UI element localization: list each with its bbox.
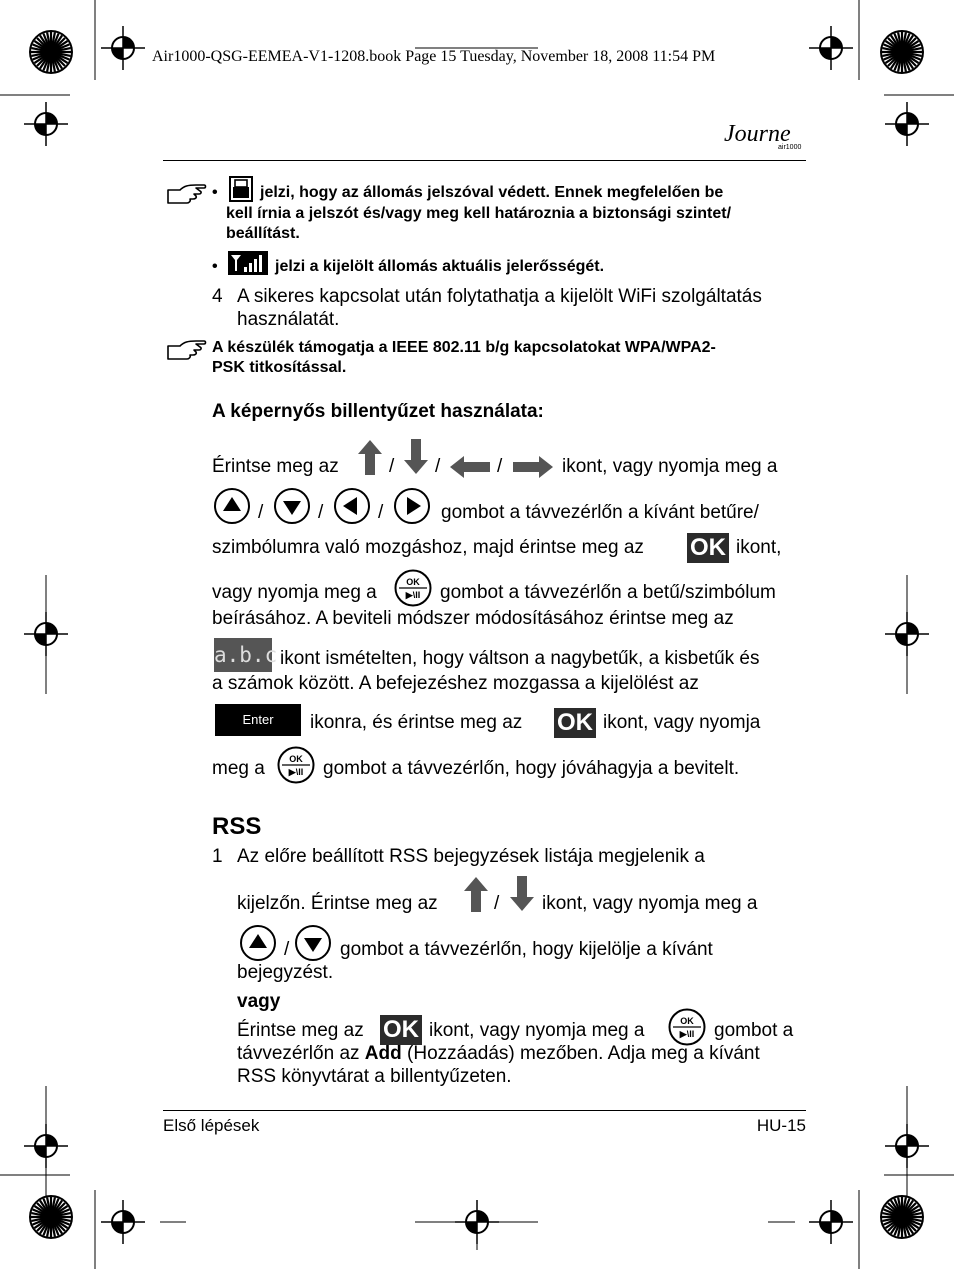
arrow-down-icon [402,438,430,478]
remote-ok-play-button-icon [668,1008,706,1046]
ok-icon: OK [554,708,596,738]
remote-up-button-icon [240,925,276,961]
kb-line4b: gombot a távvezérlőn a betű/szimbólum [440,582,776,603]
step-number: 4 [212,286,223,307]
separator: / [435,456,441,477]
remote-right-button-icon [394,488,430,524]
arrow-up-icon [356,438,384,478]
note2-line2: PSK titkosítással. [212,359,347,376]
footer-rule [163,1110,806,1111]
remote-ok-play-button-icon [277,746,315,784]
step4-line1: A sikeres kapcsolat után folytathatja a kijelölt WiFi szolgáltatás [237,286,762,307]
kb-line6: ikont ismételten, hogy váltson a nagybetűk, a kisbetűk és [280,648,760,669]
rss-heading: RSS [212,813,262,840]
play-pause-label: ▶\II [405,590,421,600]
abc-input-mode-icon: a.b.c [214,638,272,672]
logo-text: Journe [724,121,791,147]
separator: / [318,502,324,523]
step4-line2: használatát. [237,309,340,330]
header-rule [163,160,806,161]
remote-left-button-icon [334,488,370,524]
note-hand-icon [166,182,208,206]
add-label: Add [364,1043,402,1064]
kb-line2: gombot a távvezérlőn a kívánt betűre/ [441,502,759,523]
separator: / [378,502,384,523]
separator: / [258,502,264,523]
arrow-up-icon [462,875,490,915]
logo-subtext: air1000 [778,144,802,151]
rss-line4: bejegyzést. [237,962,334,983]
rss-line6 [237,1043,760,1065]
remote-up-button-icon [214,488,250,524]
play-pause-label: ▶\II [288,767,304,777]
separator: / [389,456,395,477]
kb-line8a: ikonra, és érintse meg az [310,712,523,733]
kb-line1a: Érintse meg az [212,456,339,477]
arrow-left-icon [448,454,492,480]
step-number: 1 [212,846,223,867]
kb-line4a: vagy nyomja meg a [212,582,377,603]
note1-line4: jelzi a kijelölt állomás aktuális jelerősségét. [275,258,605,275]
rss-line2a: kijelzőn. Érintse meg az [237,893,438,914]
ok-label: OK [680,1016,694,1026]
kb-line9b: gombot a távvezérlőn, hogy jóváhagyja a bevitelt. [323,758,740,779]
footer-section-title: Első lépések [163,1116,260,1135]
separator: / [497,456,503,477]
ok-label: OK [406,577,420,587]
note1-line3: beállítást. [226,225,300,242]
ok-label: OK [289,754,303,764]
rss-or: vagy [237,991,281,1012]
rss-line6a: távvezérlőn az [237,1043,360,1064]
kb-line3a: szimbólumra való mozgáshoz, majd érintse meg az [212,537,644,558]
note2-line1: A készülék támogatja a IEEE 802.11 b/g kapcsolatokat WPA/WPA2- [212,339,716,356]
kb-line5: beírásához. A beviteli módszer módosításához érintse meg az [212,608,734,629]
kb-line7: a számok között. A befejezéshez mozgassa a kijelölést az [212,673,699,694]
footer-page-number: HU-15 [756,1116,806,1135]
keyboard-heading: A képernyős billentyűzet használata: [212,401,544,422]
separator: / [284,939,290,960]
file-info-line: Air1000-QSG-EEMEA-V1-1208.book Page 15 Tuesday, November 18, 2008 11:54 PM [152,48,716,65]
rss-line6c: (Hozzáadás) mezőben. Adja meg a kívánt [407,1043,760,1064]
arrow-down-icon [508,875,536,915]
kb-line1b: ikont, vagy nyomja meg a [562,456,778,477]
bullet: • [212,258,218,275]
rss-line3: gombot a távvezérlőn, hogy kijelölje a kívánt [340,939,713,960]
rss-line1: Az előre beállított RSS bejegyzések listája megjelenik a [237,846,705,867]
kb-line3b: ikont, [736,537,782,558]
enter-key-icon: Enter [215,704,301,736]
lock-icon [229,176,253,202]
signal-strength-icon [228,251,268,275]
note1-line1: jelzi, hogy az állomás jelszóval védett. Ennek megfelelően be [260,184,724,201]
remote-down-button-icon [274,488,310,524]
remote-ok-play-button-icon [394,569,432,607]
remote-down-button-icon [295,925,331,961]
rss-line7: RSS könyvtárat a billentyűzeten. [237,1066,512,1087]
rss-line5a: Érintse meg az [237,1020,364,1041]
separator: / [494,893,500,914]
rss-line5c: gombot a [714,1020,794,1041]
rss-line5b: ikont, vagy nyomja meg a [429,1020,645,1041]
kb-line9a: meg a [212,758,265,779]
kb-line8b: ikont, vagy nyomja [603,712,761,733]
ok-icon: OK [380,1015,422,1045]
journe-logo [724,118,806,158]
play-pause-label: ▶\II [679,1029,695,1039]
arrow-right-icon [511,454,555,480]
note1-line2: kell írnia a jelszót és/vagy meg kell határoznia a biztonsági szintet/ [226,205,732,222]
ok-icon: OK [687,533,729,563]
rss-line2b: ikont, vagy nyomja meg a [542,893,758,914]
bullet: • [212,184,218,201]
note-hand-icon [166,338,208,362]
